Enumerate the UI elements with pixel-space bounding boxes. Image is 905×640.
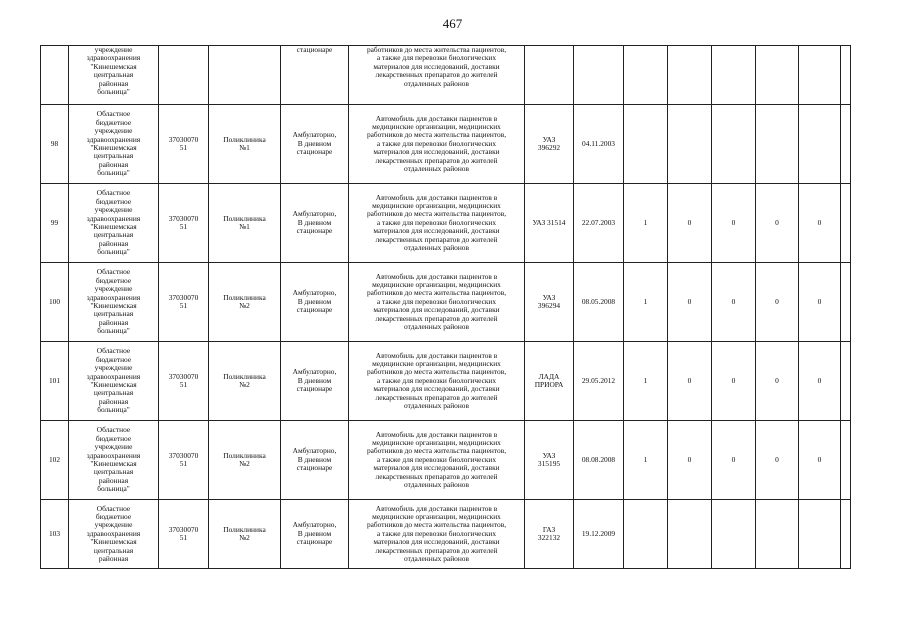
cell-num: 102 (41, 421, 69, 500)
org-line: центральная (93, 151, 134, 161)
cell-date (574, 46, 624, 105)
cell-n4: 0 (756, 263, 799, 342)
purpose-line: Автомобиль для доставки пациентов в (375, 429, 498, 439)
unit-line: Поликлиника (223, 134, 266, 144)
purpose-line: отдаленных районов (404, 322, 469, 332)
cell-vehicle (525, 342, 574, 421)
org-line: Областное (96, 188, 131, 198)
vehicle-line: УАЗ (542, 292, 556, 302)
cell-code (159, 421, 209, 500)
purpose-line: работников до места жительства пациентов, (366, 520, 507, 530)
cell-blank (841, 46, 851, 105)
org-line: учреждение (94, 126, 133, 136)
cell-date: 04.11.2003 (574, 105, 624, 184)
table-row-continued (41, 46, 851, 105)
cell-n2 (668, 500, 712, 569)
cell-n2: 0 (668, 421, 712, 500)
purpose-line: медицинские организации, медицинских (372, 358, 501, 368)
cell-n4 (756, 105, 799, 184)
cell-n2: 0 (668, 263, 712, 342)
cell-code (159, 46, 209, 105)
cell-vehicle (525, 184, 574, 263)
org-line: здравоохранения (86, 450, 141, 460)
org-line: "Кинешемская (90, 222, 137, 231)
code-line: 37030070 (168, 213, 199, 223)
cell-num: 98 (41, 105, 69, 184)
cell-n2: 0 (668, 184, 712, 263)
cell-vehicle (525, 46, 574, 105)
org-line: Областное (96, 503, 131, 513)
purpose-line: работников до места жительства пациентов, (366, 446, 507, 456)
unit-line: Поликлиника (223, 450, 266, 460)
org-line: учреждение (94, 442, 133, 452)
code-line: 37030070 (168, 134, 199, 144)
purpose-line: материалов для исследований, доставки (373, 384, 500, 394)
org-line: "Кинешемская (90, 459, 137, 468)
cell-n3: 0 (712, 342, 756, 421)
cell-n3 (712, 46, 756, 105)
purpose-line: Автомобиль для доставки пациентов в (375, 350, 498, 360)
cell-organization (69, 342, 159, 421)
cell-mode (281, 421, 349, 500)
cell-n4 (756, 46, 799, 105)
cell-n5 (799, 46, 841, 105)
vehicle-line: 315195 (537, 459, 561, 468)
org-line: больница" (97, 247, 130, 257)
cell-blank (841, 500, 851, 569)
cell-date: 08.08.2008 (574, 421, 624, 500)
cell-mode (281, 263, 349, 342)
unit-line: №1 (239, 143, 250, 152)
org-line: бюджетное (95, 275, 132, 285)
purpose-line: работников до места жительства пациентов, (366, 288, 507, 298)
cell-n5 (799, 105, 841, 184)
code-line: 37030070 (168, 371, 199, 381)
cell-n1 (624, 500, 668, 569)
org-line: бюджетное (95, 354, 132, 364)
org-line: центральная (93, 388, 134, 398)
cell-organization: учреждение здравоохранения "Кинешемская центральная районная больница" (69, 46, 159, 105)
org-line: "Кинешемская (90, 380, 137, 389)
cell-n3: 0 (712, 184, 756, 263)
cell-blank (841, 421, 851, 500)
cell-n5: 0 (799, 184, 841, 263)
mode-line: стационаре (296, 463, 333, 473)
purpose-line: медицинские организации, медицинских (372, 511, 501, 521)
cell-num: 103 (41, 500, 69, 569)
cell-n3 (712, 105, 756, 184)
cell-mode (281, 105, 349, 184)
cell-n1: 1 (624, 184, 668, 263)
cell-n5 (799, 500, 841, 569)
org-line: бюджетное (95, 433, 132, 443)
purpose-line: работников до места жительства пациентов, (366, 209, 507, 219)
mode-line: Амбулаторно, (292, 130, 337, 140)
cell-mode: стационаре (281, 46, 349, 105)
cell-n3: 0 (712, 421, 756, 500)
org-line: Областное (96, 425, 131, 435)
cell-organization (69, 184, 159, 263)
cell-unit (209, 184, 281, 263)
cell-organization (69, 263, 159, 342)
org-line: центральная (93, 467, 134, 477)
vehicle-line: УАЗ (542, 450, 556, 460)
cell-purpose (349, 342, 525, 421)
unit-line: №2 (239, 380, 250, 389)
cell-purpose (349, 421, 525, 500)
org-line: районная (98, 317, 129, 327)
cell-n5: 0 (799, 342, 841, 421)
cell-n2 (668, 105, 712, 184)
purpose-line: Автомобиль для доставки пациентов в (375, 113, 498, 123)
org-line: бюджетное (95, 511, 132, 521)
unit-line: Поликлиника (223, 213, 266, 223)
cell-purpose (349, 184, 525, 263)
purpose-line: а также для перевозки биологических (376, 296, 497, 306)
cell-code (159, 263, 209, 342)
table-row (41, 263, 851, 342)
org-line: центральная (93, 230, 134, 240)
vehicle-line: 396292 (537, 143, 561, 152)
cell-n4: 0 (756, 421, 799, 500)
code-line: 37030070 (168, 292, 199, 302)
org-line: здравоохранения (86, 134, 141, 144)
code-line: 37030070 (168, 450, 199, 460)
cell-num: 101 (41, 342, 69, 421)
cell-n4: 0 (756, 184, 799, 263)
mode-line: В дневном (297, 375, 332, 385)
purpose-line: а также для перевозки биологических (376, 375, 497, 385)
org-line: здравоохранения (86, 371, 141, 381)
cell-n1 (624, 46, 668, 105)
org-line: учреждение (94, 205, 133, 215)
cell-n3: 0 (712, 263, 756, 342)
purpose-line: материалов для исследований, доставки (373, 537, 500, 547)
org-line: районная (98, 238, 129, 248)
cell-organization (69, 105, 159, 184)
purpose-line: лекарственных препаратов до жителей (375, 545, 498, 555)
purpose-line: материалов для исследований, доставки (373, 305, 500, 315)
cell-vehicle (525, 421, 574, 500)
code-line: 51 (179, 380, 188, 389)
cell-num (41, 46, 69, 105)
cell-n4 (756, 500, 799, 569)
purpose-line: отдаленных районов (404, 164, 469, 174)
vehicle-line: 322132 (537, 533, 561, 542)
vehicle-line: ПРИОРА (534, 380, 564, 389)
table-row (41, 421, 851, 500)
table-row (41, 500, 851, 569)
purpose-line: Автомобиль для доставки пациентов в (375, 503, 498, 513)
purpose-line: а также для перевозки биологических (376, 454, 497, 464)
cell-date: 08.05.2008 (574, 263, 624, 342)
org-line: районная (98, 475, 129, 485)
mode-line: В дневном (297, 138, 332, 148)
cell-code (159, 342, 209, 421)
cell-n1 (624, 105, 668, 184)
purpose-line: работников до места жительства пациентов, (366, 130, 507, 140)
cell-vehicle (525, 105, 574, 184)
code-line: 51 (179, 143, 188, 152)
mode-line: В дневном (297, 217, 332, 227)
cell-n5: 0 (799, 263, 841, 342)
cell-n1: 1 (624, 263, 668, 342)
purpose-line: лекарственных препаратов до жителей (375, 234, 498, 244)
cell-mode (281, 342, 349, 421)
vehicle-line: УАЗ 31514 (532, 217, 566, 227)
purpose-line: лекарственных препаратов до жителей (375, 471, 498, 481)
cell-purpose: работников до места жительства пациентов, а также для перевозки биологических материалов для исследований, доставки лекарственных препаратов до жителей отдаленных районов (349, 46, 525, 105)
purpose-line: медицинские организации, медицинских (372, 121, 501, 131)
cell-num: 99 (41, 184, 69, 263)
cell-n1: 1 (624, 421, 668, 500)
org-line: здравоохранения (86, 292, 141, 302)
unit-line: №2 (239, 533, 250, 542)
org-line: учреждение (94, 363, 133, 373)
cell-organization (69, 500, 159, 569)
org-line: бюджетное (95, 117, 132, 127)
org-line: центральная (93, 545, 134, 555)
cell-vehicle (525, 263, 574, 342)
table-row (41, 342, 851, 421)
code-line: 51 (179, 533, 188, 542)
purpose-line: а также для перевозки биологических (376, 138, 497, 148)
cell-code (159, 184, 209, 263)
table-body (41, 46, 851, 569)
vehicle-line: УАЗ (542, 134, 556, 144)
cell-vehicle (525, 500, 574, 569)
cell-n5: 0 (799, 421, 841, 500)
mode-line: Амбулаторно, (292, 520, 337, 530)
purpose-line: Автомобиль для доставки пациентов в (375, 271, 498, 281)
org-line: Областное (96, 109, 131, 119)
org-line: "Кинешемская (90, 301, 137, 310)
org-line: "Кинешемская (90, 537, 137, 547)
unit-line: №2 (239, 459, 250, 468)
mode-line: стационаре (296, 537, 333, 547)
vehicle-register-table (40, 45, 851, 569)
purpose-line: а также для перевозки биологических (376, 528, 497, 538)
mode-line: Амбулаторно, (292, 288, 337, 298)
vehicle-line: ЛАДА (538, 371, 560, 381)
code-line: 51 (179, 222, 188, 231)
purpose-line: материалов для исследований, доставки (373, 463, 500, 473)
unit-line: №2 (239, 301, 250, 310)
purpose-line: отдаленных районов (404, 401, 469, 411)
org-line: Областное (96, 267, 131, 277)
cell-n4: 0 (756, 342, 799, 421)
purpose-line: Автомобиль для доставки пациентов в (375, 192, 498, 202)
cell-num: 100 (41, 263, 69, 342)
cell-code (159, 105, 209, 184)
org-line: учреждение (94, 284, 133, 294)
code-line: 51 (179, 301, 188, 310)
cell-unit (209, 421, 281, 500)
org-line: здравоохранения (86, 528, 141, 538)
mode-line: стационаре (296, 226, 333, 236)
purpose-line: медицинские организации, медицинских (372, 279, 501, 289)
cell-n3 (712, 500, 756, 569)
cell-purpose (349, 263, 525, 342)
cell-organization (69, 421, 159, 500)
org-line: районная (98, 554, 129, 564)
org-line: районная (98, 396, 129, 406)
purpose-line: лекарственных препаратов до жителей (375, 313, 498, 323)
org-line: центральная (93, 309, 134, 319)
mode-line: В дневном (297, 528, 332, 538)
org-line: учреждение (94, 520, 133, 530)
cell-n2: 0 (668, 342, 712, 421)
unit-line: №1 (239, 222, 250, 231)
unit-line: Поликлиника (223, 292, 266, 302)
purpose-line: отдаленных районов (404, 554, 469, 564)
purpose-line: отдаленных районов (404, 243, 469, 253)
code-line: 51 (179, 459, 188, 468)
purpose-line: отдаленных районов (404, 480, 469, 490)
cell-unit (209, 500, 281, 569)
purpose-line: а также для перевозки биологических (376, 217, 497, 227)
purpose-line: лекарственных препаратов до жителей (375, 392, 498, 402)
purpose-line: лекарственных препаратов до жителей (375, 155, 498, 165)
page-number: 467 (442, 16, 463, 31)
purpose-line: материалов для исследований, доставки (373, 147, 500, 157)
table-row (41, 105, 851, 184)
mode-line: стационаре (296, 384, 333, 394)
org-line: районная (98, 159, 129, 169)
mode-line: стационаре (296, 147, 333, 157)
org-line: Областное (96, 346, 131, 356)
purpose-line: материалов для исследований, доставки (373, 226, 500, 236)
org-line: "Кинешемская (90, 143, 137, 152)
cell-blank (841, 105, 851, 184)
org-line: больница" (97, 484, 130, 494)
unit-line: Поликлиника (223, 371, 266, 381)
mode-line: Амбулаторно, (292, 209, 337, 219)
cell-date: 19.12.2009 (574, 500, 624, 569)
mode-line: стационаре (296, 305, 333, 315)
org-line: бюджетное (95, 196, 132, 206)
purpose-line: работников до места жительства пациентов, (366, 367, 507, 377)
cell-purpose (349, 105, 525, 184)
cell-blank (841, 184, 851, 263)
cell-date: 22.07.2003 (574, 184, 624, 263)
vehicle-line: ГАЗ (542, 524, 556, 534)
org-line: больница" (97, 326, 130, 336)
vehicle-line: 396294 (537, 301, 561, 310)
org-line: больница" (97, 168, 130, 178)
mode-line: Амбулаторно, (292, 367, 337, 377)
cell-n1: 1 (624, 342, 668, 421)
cell-blank (841, 263, 851, 342)
cell-mode (281, 184, 349, 263)
cell-n2 (668, 46, 712, 105)
cell-code (159, 500, 209, 569)
org-line: здравоохранения (86, 213, 141, 223)
cell-unit (209, 263, 281, 342)
cell-blank (841, 342, 851, 421)
table-row (41, 184, 851, 263)
mode-line: В дневном (297, 454, 332, 464)
cell-unit (209, 46, 281, 105)
mode-line: В дневном (297, 296, 332, 306)
purpose-line: медицинские организации, медицинских (372, 200, 501, 210)
cell-unit (209, 342, 281, 421)
code-line: 37030070 (168, 524, 199, 534)
cell-date: 29.05.2012 (574, 342, 624, 421)
org-line: больница" (97, 405, 130, 415)
purpose-line: медицинские организации, медицинских (372, 437, 501, 447)
cell-purpose (349, 500, 525, 569)
mode-line: Амбулаторно, (292, 446, 337, 456)
cell-mode (281, 500, 349, 569)
cell-unit (209, 105, 281, 184)
unit-line: Поликлиника (223, 524, 266, 534)
